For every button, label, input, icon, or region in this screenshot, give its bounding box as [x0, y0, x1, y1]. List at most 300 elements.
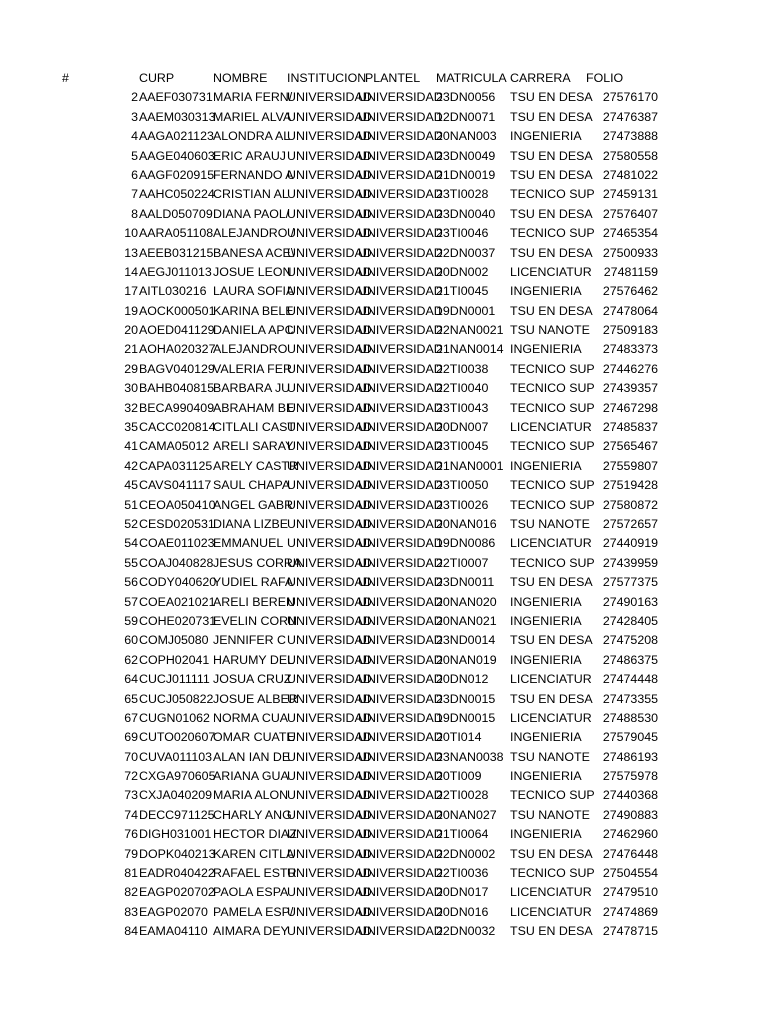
cell-matricula[interactable]: 22TI0038	[436, 361, 489, 376]
cell-plantel[interactable]: UNIVERSIDAD	[358, 187, 443, 202]
cell-curp[interactable]: BAHB040815	[139, 381, 215, 396]
cell-curp[interactable]: EADR040422	[139, 866, 215, 881]
cell-carrera[interactable]: TSU NANOTE	[510, 323, 590, 338]
cell-plantel[interactable]: UNIVERSIDAD	[358, 672, 443, 687]
cell-institucion[interactable]: UNIVERSIDAD	[287, 167, 372, 182]
cell-institucion[interactable]: UNIVERSIDAD	[287, 613, 372, 628]
cell-plantel[interactable]: UNIVERSIDAD	[358, 730, 443, 745]
cell-num[interactable]: 45	[124, 478, 138, 493]
cell-num[interactable]: 67	[124, 710, 138, 725]
cell-num[interactable]: 55	[124, 555, 138, 570]
cell-folio[interactable]: 27483373	[602, 342, 658, 357]
cell-curp[interactable]: CAMA05012	[139, 439, 210, 454]
cell-curp[interactable]: COAE011023	[139, 536, 215, 551]
cell-matricula[interactable]: 22NAN0021	[436, 323, 504, 338]
cell-institucion[interactable]: UNIVERSIDAD	[287, 129, 372, 144]
cell-num[interactable]: 3	[131, 109, 138, 124]
cell-curp[interactable]: CUCJ011111	[139, 672, 210, 687]
cell-num[interactable]: 70	[124, 749, 138, 764]
cell-institucion[interactable]: UNIVERSIDAD	[287, 691, 372, 706]
cell-institucion[interactable]: UNIVERSIDAD	[287, 303, 372, 318]
cell-nombre[interactable]: AIMARA DEY	[213, 924, 289, 939]
cell-matricula[interactable]: 23TI0028	[436, 187, 489, 202]
cell-folio[interactable]: 27467298	[602, 400, 658, 415]
cell-plantel[interactable]: UNIVERSIDAD	[358, 594, 443, 609]
cell-curp[interactable]: CEOA050410	[139, 497, 216, 512]
cell-folio[interactable]: 27478064	[602, 303, 658, 318]
cell-nombre[interactable]: LAURA SOFIA	[213, 284, 295, 299]
cell-carrera[interactable]: TECNICO SUP	[510, 361, 595, 376]
cell-nombre[interactable]: EVELIN CORN	[213, 613, 297, 628]
cell-matricula[interactable]: 22TI0028	[436, 788, 489, 803]
cell-institucion[interactable]: UNIVERSIDAD	[287, 458, 372, 473]
cell-folio[interactable]: 27576170	[602, 90, 658, 105]
cell-nombre[interactable]: ANGEL GABR	[213, 497, 294, 512]
cell-plantel[interactable]: UNIVERSIDAD	[358, 536, 443, 551]
cell-folio[interactable]: 27473355	[602, 691, 658, 706]
cell-plantel[interactable]: UNIVERSIDAD	[358, 749, 443, 764]
cell-folio[interactable]: 27576407	[602, 206, 658, 221]
cell-institucion[interactable]: UNIVERSIDAD	[287, 904, 372, 919]
cell-institucion[interactable]: UNIVERSIDAD	[287, 497, 372, 512]
cell-folio[interactable]: 27576462	[602, 284, 658, 299]
cell-institucion[interactable]: UNIVERSIDAD	[287, 148, 372, 163]
cell-carrera[interactable]: TECNICO SUP	[510, 400, 595, 415]
cell-nombre[interactable]: BANESA ACE\	[213, 245, 295, 260]
cell-curp[interactable]: AAEF030731	[139, 90, 213, 105]
cell-num[interactable]: 56	[124, 575, 138, 590]
cell-plantel[interactable]: UNIVERSIDAD	[358, 613, 443, 628]
cell-nombre[interactable]: KARINA BELE	[213, 303, 294, 318]
cell-nombre[interactable]: DANIELA APC	[213, 323, 294, 338]
cell-carrera[interactable]: INGENIERIA	[510, 284, 582, 299]
cell-folio[interactable]: 27572657	[602, 516, 658, 531]
cell-curp[interactable]: COAJ040828	[139, 555, 214, 570]
cell-plantel[interactable]: UNIVERSIDAD	[358, 148, 443, 163]
cell-num[interactable]: 60	[124, 633, 138, 648]
cell-plantel[interactable]: UNIVERSIDAD	[358, 323, 443, 338]
cell-institucion[interactable]: UNIVERSIDAD	[287, 284, 372, 299]
cell-plantel[interactable]: UNIVERSIDAD	[358, 361, 443, 376]
cell-matricula[interactable]: 23TI0050	[436, 478, 489, 493]
cell-nombre[interactable]: ERIC ARAUJ	[213, 148, 286, 163]
cell-curp[interactable]: AAGE040603	[139, 148, 215, 163]
cell-matricula[interactable]: 23DN0011	[436, 575, 495, 590]
cell-num[interactable]: 14	[124, 264, 138, 279]
cell-carrera[interactable]: TECNICO SUP	[510, 439, 595, 454]
cell-folio[interactable]: 27579045	[602, 730, 658, 745]
cell-matricula[interactable]: 23TI0045	[436, 439, 489, 454]
cell-institucion[interactable]: UNIVERSIDAD	[287, 555, 372, 570]
cell-num[interactable]: 7	[131, 187, 138, 202]
cell-num[interactable]: 6	[131, 167, 138, 182]
header-matricula[interactable]: MATRICULA	[436, 71, 507, 85]
cell-curp[interactable]: CUCJ050822	[139, 691, 214, 706]
cell-folio[interactable]: 27446276	[602, 361, 658, 376]
cell-curp[interactable]: AITL030216	[139, 284, 207, 299]
cell-folio[interactable]: 27500933	[602, 245, 658, 260]
cell-curp[interactable]: AALD050709	[139, 206, 213, 221]
cell-institucion[interactable]: UNIVERSIDAD	[287, 633, 372, 648]
cell-curp[interactable]: AAGF020915	[139, 167, 215, 182]
cell-carrera[interactable]: TECNICO SUP	[510, 187, 595, 202]
cell-nombre[interactable]: CITLALI CAST	[213, 420, 295, 435]
cell-folio[interactable]: 27478715	[602, 924, 658, 939]
cell-curp[interactable]: AOHA020327	[139, 342, 216, 357]
cell-plantel[interactable]: UNIVERSIDAD	[358, 206, 443, 221]
cell-num[interactable]: 5	[131, 148, 138, 163]
cell-curp[interactable]: COHE020731	[139, 613, 217, 628]
cell-carrera[interactable]: INGENIERIA	[510, 342, 582, 357]
cell-nombre[interactable]: NORMA CUA	[213, 710, 289, 725]
cell-carrera[interactable]: TSU EN DESA	[510, 245, 593, 260]
cell-num[interactable]: 81	[124, 866, 138, 881]
cell-institucion[interactable]: UNIVERSIDAD	[287, 710, 372, 725]
cell-curp[interactable]: CXGA970605	[139, 769, 216, 784]
cell-matricula[interactable]: 20NAN019	[436, 652, 497, 667]
cell-carrera[interactable]: TSU EN DESA	[510, 846, 593, 861]
header-plantel[interactable]: PLANTEL	[365, 71, 421, 85]
cell-carrera[interactable]: LICENCIATUR	[510, 264, 592, 279]
cell-curp[interactable]: CODY040620	[139, 575, 217, 590]
cell-plantel[interactable]: UNIVERSIDAD	[358, 342, 443, 357]
cell-institucion[interactable]: UNIVERSIDAD	[287, 827, 372, 842]
cell-folio[interactable]: 27490163	[602, 594, 658, 609]
cell-matricula[interactable]: 22TI0040	[436, 381, 489, 396]
cell-nombre[interactable]: ARELI BEREN	[213, 594, 295, 609]
cell-nombre[interactable]: DIANA PAOL/	[213, 206, 290, 221]
cell-num[interactable]: 17	[124, 284, 138, 299]
cell-folio[interactable]: 27490883	[602, 807, 658, 822]
cell-num[interactable]: 2	[131, 90, 138, 105]
cell-plantel[interactable]: UNIVERSIDAD	[358, 226, 443, 241]
cell-institucion[interactable]: UNIVERSIDAD	[287, 226, 372, 241]
cell-folio[interactable]: 27486375	[602, 652, 658, 667]
cell-carrera[interactable]: TSU NANOTE	[510, 516, 590, 531]
cell-institucion[interactable]: UNIVERSIDAD	[287, 264, 372, 279]
cell-folio[interactable]: 27488530	[602, 710, 658, 725]
cell-plantel[interactable]: UNIVERSIDAD	[358, 303, 443, 318]
cell-curp[interactable]: AOCK000501	[139, 303, 216, 318]
cell-curp[interactable]: COEA021021	[139, 594, 216, 609]
cell-institucion[interactable]: UNIVERSIDAD	[287, 730, 372, 745]
cell-matricula[interactable]: 19DN0086	[436, 536, 496, 551]
cell-curp[interactable]: CAPA031125	[139, 458, 213, 473]
cell-nombre[interactable]: MARIEL ALVA	[213, 109, 292, 124]
cell-carrera[interactable]: LICENCIATUR	[510, 904, 592, 919]
cell-folio[interactable]: 27439959	[602, 555, 658, 570]
cell-curp[interactable]: CXJA040209	[139, 788, 213, 803]
cell-plantel[interactable]: UNIVERSIDAD	[358, 691, 443, 706]
cell-institucion[interactable]: UNIVERSIDAD	[287, 788, 372, 803]
cell-nombre[interactable]: CRISTIAN AL	[213, 187, 289, 202]
cell-folio[interactable]: 27440368	[602, 788, 658, 803]
cell-nombre[interactable]: SAUL CHAPA	[213, 478, 291, 493]
cell-curp[interactable]: CUVA011103	[139, 749, 213, 764]
cell-num[interactable]: 8	[131, 206, 138, 221]
cell-num[interactable]: 30	[124, 381, 138, 396]
cell-matricula[interactable]: 20DN007	[436, 420, 489, 435]
header-carrera[interactable]: CARRERA	[510, 71, 571, 85]
cell-matricula[interactable]: 21NAN0014	[436, 342, 504, 357]
cell-carrera[interactable]: TSU EN DESA	[510, 633, 593, 648]
cell-matricula[interactable]: 23ND0014	[436, 633, 496, 648]
cell-matricula[interactable]: 21TI0045	[436, 284, 489, 299]
cell-num[interactable]: 52	[124, 516, 138, 531]
cell-curp[interactable]: BECA990409	[139, 400, 215, 415]
cell-institucion[interactable]: UNIVERSIDAD	[287, 807, 372, 822]
cell-institucion[interactable]: UNIVERSIDAD	[287, 672, 372, 687]
cell-matricula[interactable]: 23TI0046	[436, 226, 489, 241]
cell-folio[interactable]: 27462960	[602, 827, 658, 842]
cell-carrera[interactable]: TECNICO SUP	[510, 497, 595, 512]
cell-curp[interactable]: AAHC050224	[139, 187, 215, 202]
cell-num[interactable]: 72	[124, 769, 138, 784]
cell-nombre[interactable]: OMAR CUATE	[213, 730, 295, 745]
cell-carrera[interactable]: INGENIERIA	[510, 594, 582, 609]
cell-folio[interactable]: 27474448	[602, 672, 658, 687]
cell-matricula[interactable]: 20DN017	[436, 885, 489, 900]
cell-nombre[interactable]: ALAN IAN DE	[213, 749, 291, 764]
cell-folio[interactable]: 27580558	[602, 148, 658, 163]
cell-institucion[interactable]: UNIVERSIDAD	[287, 206, 372, 221]
cell-curp[interactable]: CUGN01062	[139, 710, 210, 725]
cell-plantel[interactable]: UNIVERSIDAD	[358, 788, 443, 803]
cell-nombre[interactable]: CHARLY ANG	[213, 807, 292, 822]
cell-num[interactable]: 73	[124, 788, 138, 803]
cell-institucion[interactable]: UNIVERSIDAD	[287, 652, 372, 667]
cell-plantel[interactable]: UNIVERSIDAD	[358, 633, 443, 648]
cell-nombre[interactable]: ALEJANDRO	[213, 342, 288, 357]
cell-plantel[interactable]: UNIVERSIDAD	[358, 400, 443, 415]
cell-plantel[interactable]: UNIVERSIDAD	[358, 478, 443, 493]
cell-institucion[interactable]: UNIVERSIDAD	[287, 594, 372, 609]
cell-matricula[interactable]: 20NAN003	[436, 129, 497, 144]
cell-institucion[interactable]: UNIVERSIDAD	[287, 342, 372, 357]
cell-folio[interactable]: 27474869	[602, 904, 658, 919]
cell-carrera[interactable]: TECNICO SUP	[510, 478, 595, 493]
cell-folio[interactable]: 27475208	[602, 633, 658, 648]
cell-plantel[interactable]: UNIVERSIDAD	[358, 264, 443, 279]
cell-num[interactable]: 74	[124, 807, 138, 822]
cell-carrera[interactable]: TSU EN DESA	[510, 109, 593, 124]
cell-plantel[interactable]: UNIVERSIDAD	[358, 516, 443, 531]
cell-carrera[interactable]: INGENIERIA	[510, 730, 582, 745]
cell-nombre[interactable]: FERNANDO A	[213, 167, 294, 182]
cell-matricula[interactable]: 20NAN016	[436, 516, 497, 531]
cell-curp[interactable]: AEEB031215	[139, 245, 214, 260]
cell-nombre[interactable]: ARELI SARAY	[213, 439, 294, 454]
cell-carrera[interactable]: TSU EN DESA	[510, 167, 593, 182]
cell-folio[interactable]: 27473888	[602, 129, 658, 144]
cell-plantel[interactable]: UNIVERSIDAD	[358, 652, 443, 667]
cell-institucion[interactable]: UNIVERSIDAD	[287, 245, 372, 260]
cell-nombre[interactable]: VALERIA FER	[213, 361, 292, 376]
cell-matricula[interactable]: 20DN002	[436, 264, 489, 279]
cell-folio[interactable]: 27577375	[602, 575, 658, 590]
cell-num[interactable]: 62	[124, 652, 138, 667]
cell-matricula[interactable]: 23NAN0038	[436, 749, 504, 764]
cell-nombre[interactable]: BARBARA JU	[213, 381, 291, 396]
cell-num[interactable]: 13	[124, 245, 138, 260]
cell-plantel[interactable]: UNIVERSIDAD	[358, 575, 443, 590]
cell-carrera[interactable]: LICENCIATUR	[510, 536, 592, 551]
cell-num[interactable]: 54	[124, 536, 138, 551]
cell-carrera[interactable]: LICENCIATUR	[510, 672, 592, 687]
cell-matricula[interactable]: 20NAN020	[436, 594, 497, 609]
cell-plantel[interactable]: UNIVERSIDAD	[358, 924, 443, 939]
cell-num[interactable]: 64	[124, 672, 138, 687]
cell-carrera[interactable]: TSU EN DESA	[510, 924, 593, 939]
header-institucion[interactable]: INSTITUCION	[287, 71, 367, 85]
cell-carrera[interactable]: INGENIERIA	[510, 827, 582, 842]
cell-institucion[interactable]: UNIVERSIDAD	[287, 924, 372, 939]
cell-matricula[interactable]: 19DN0015	[436, 710, 496, 725]
cell-folio[interactable]: 27559807	[602, 458, 658, 473]
cell-institucion[interactable]: UNIVERSIDAD	[287, 866, 372, 881]
cell-curp[interactable]: DECC971125	[139, 807, 215, 822]
cell-plantel[interactable]: UNIVERSIDAD	[358, 245, 443, 260]
cell-curp[interactable]: DIGH031001	[139, 827, 212, 842]
cell-num[interactable]: 21	[124, 342, 138, 357]
cell-curp[interactable]: EAGP02070	[139, 904, 208, 919]
cell-plantel[interactable]: UNIVERSIDAD	[358, 284, 443, 299]
cell-plantel[interactable]: UNIVERSIDAD	[358, 827, 443, 842]
cell-plantel[interactable]: UNIVERSIDAD	[358, 555, 443, 570]
cell-num[interactable]: 42	[124, 458, 138, 473]
cell-curp[interactable]: AARA051108	[139, 226, 214, 241]
cell-folio[interactable]: 27519428	[602, 478, 658, 493]
cell-matricula[interactable]: 20TI014	[436, 730, 482, 745]
cell-carrera[interactable]: LICENCIATUR	[510, 885, 592, 900]
cell-num[interactable]: 51	[124, 497, 138, 512]
cell-curp[interactable]: EAMA04110	[139, 924, 208, 939]
cell-plantel[interactable]: UNIVERSIDAD	[358, 167, 443, 182]
cell-carrera[interactable]: TECNICO SUP	[510, 866, 595, 881]
cell-institucion[interactable]: UNIVERSIDAD	[287, 420, 372, 435]
cell-num[interactable]: 84	[124, 924, 138, 939]
cell-num[interactable]: 79	[124, 846, 138, 861]
cell-institucion[interactable]: UNIVERSIDAD	[287, 187, 372, 202]
cell-nombre[interactable]: JOSUA CRUZ	[213, 672, 292, 687]
cell-folio[interactable]: 27481022	[602, 167, 658, 182]
cell-institucion[interactable]: UNIVERSIDAD	[287, 381, 372, 396]
cell-matricula[interactable]: 20DN012	[436, 672, 489, 687]
cell-carrera[interactable]: TSU NANOTE	[510, 749, 590, 764]
cell-folio[interactable]: 27486193	[602, 749, 658, 764]
cell-folio[interactable]: 27439357	[602, 381, 658, 396]
cell-nombre[interactable]: MARIA ALON	[213, 788, 289, 803]
cell-institucion[interactable]: UNIVERSIDAD	[287, 439, 372, 454]
cell-carrera[interactable]: INGENIERIA	[510, 458, 582, 473]
cell-folio[interactable]: 27580872	[602, 497, 658, 512]
cell-plantel[interactable]: UNIVERSIDAD	[358, 381, 443, 396]
cell-nombre[interactable]: ALEJANDRO /	[213, 226, 295, 241]
cell-matricula[interactable]: 20NAN027	[436, 807, 497, 822]
cell-num[interactable]: 10	[124, 226, 138, 241]
cell-curp[interactable]: CAVS041117	[139, 478, 212, 493]
cell-carrera[interactable]: TECNICO SUP	[510, 381, 595, 396]
cell-num[interactable]: 76	[124, 827, 138, 842]
cell-folio[interactable]: 27476448	[602, 846, 658, 861]
cell-curp[interactable]: CACC020814	[139, 420, 216, 435]
cell-institucion[interactable]: UNIVERSIDAD	[287, 575, 372, 590]
cell-carrera[interactable]: TSU EN DESA	[510, 206, 593, 221]
cell-num[interactable]: 65	[124, 691, 138, 706]
cell-curp[interactable]: COPH02041	[139, 652, 210, 667]
cell-num[interactable]: 83	[124, 904, 138, 919]
cell-num[interactable]: 35	[124, 420, 138, 435]
cell-nombre[interactable]: YUDIEL RAFA	[213, 575, 294, 590]
cell-num[interactable]: 59	[124, 613, 138, 628]
cell-nombre[interactable]: KAREN CITLA	[213, 846, 295, 861]
cell-folio[interactable]: 27481159	[603, 264, 658, 279]
cell-matricula[interactable]: 23TI0043	[436, 400, 489, 415]
cell-num[interactable]: 20	[124, 323, 138, 338]
cell-nombre[interactable]: JOSUE LEON	[213, 264, 292, 279]
cell-institucion[interactable]: UNIVERSIDAD	[287, 516, 372, 531]
cell-nombre[interactable]: JENNIFER C	[213, 633, 286, 648]
cell-plantel[interactable]: UNIVERSIDAD	[358, 846, 443, 861]
cell-matricula[interactable]: 22DN0037	[436, 245, 496, 260]
cell-nombre[interactable]: DIANA LIZBE	[213, 516, 289, 531]
cell-matricula[interactable]: 23DN0049	[436, 148, 496, 163]
cell-matricula[interactable]: 22DN0002	[436, 846, 496, 861]
cell-nombre[interactable]: HARUMY DEL	[213, 652, 295, 667]
cell-plantel[interactable]: UNIVERSIDAD	[358, 458, 443, 473]
cell-nombre[interactable]: MARIA FERN/	[213, 90, 293, 105]
cell-nombre[interactable]: PAMELA ESP/	[213, 904, 294, 919]
cell-nombre[interactable]: JOSUE ALBER	[213, 691, 298, 706]
cell-folio[interactable]: 27459131	[602, 187, 658, 202]
cell-institucion[interactable]: UNIVERSIDAD	[287, 361, 372, 376]
cell-nombre[interactable]: ALONDRA AL	[213, 129, 291, 144]
cell-carrera[interactable]: LICENCIATUR	[510, 420, 592, 435]
cell-nombre[interactable]: ABRAHAM BE	[213, 400, 295, 415]
cell-plantel[interactable]: UNIVERSIDAD	[358, 439, 443, 454]
cell-folio[interactable]: 27485837	[602, 420, 658, 435]
cell-folio[interactable]: 27479510	[602, 885, 658, 900]
cell-plantel[interactable]: UNIVERSIDAD	[358, 807, 443, 822]
cell-matricula[interactable]: 22TI0036	[436, 866, 489, 881]
cell-plantel[interactable]: UNIVERSIDAD	[358, 420, 443, 435]
cell-carrera[interactable]: LICENCIATUR	[510, 710, 592, 725]
cell-carrera[interactable]: TSU NANOTE	[510, 807, 590, 822]
cell-nombre[interactable]: PAOLA ESPA	[213, 885, 289, 900]
cell-carrera[interactable]: TSU EN DESA	[510, 691, 593, 706]
cell-num[interactable]: 57	[124, 594, 138, 609]
header-num[interactable]: #	[62, 71, 69, 85]
cell-num[interactable]: 4	[131, 129, 138, 144]
cell-matricula[interactable]: 23DN0015	[436, 691, 496, 706]
cell-carrera[interactable]: TECNICO SUP	[510, 788, 595, 803]
cell-institucion[interactable]: UNIVERSIDAD	[287, 109, 372, 124]
cell-num[interactable]: 82	[124, 885, 138, 900]
cell-institucion[interactable]: UNIVERSIDAD	[287, 536, 372, 551]
cell-curp[interactable]: AAEM030313	[139, 109, 216, 124]
cell-matricula[interactable]: 23TI0026	[436, 497, 489, 512]
cell-institucion[interactable]: UNIVERSIDAD	[287, 90, 372, 105]
cell-plantel[interactable]: UNIVERSIDAD	[358, 109, 443, 124]
cell-matricula[interactable]: 19DN0001	[436, 303, 496, 318]
cell-folio[interactable]: 27465354	[602, 226, 658, 241]
cell-matricula[interactable]: 20NAN021	[436, 613, 497, 628]
cell-carrera[interactable]: TSU EN DESA	[510, 148, 593, 163]
cell-nombre[interactable]: ARIANA GUA	[213, 769, 289, 784]
cell-plantel[interactable]: UNIVERSIDAD	[358, 129, 443, 144]
cell-matricula[interactable]: 23DN0040	[436, 206, 496, 221]
cell-nombre[interactable]: ARELY CASTR	[213, 458, 298, 473]
